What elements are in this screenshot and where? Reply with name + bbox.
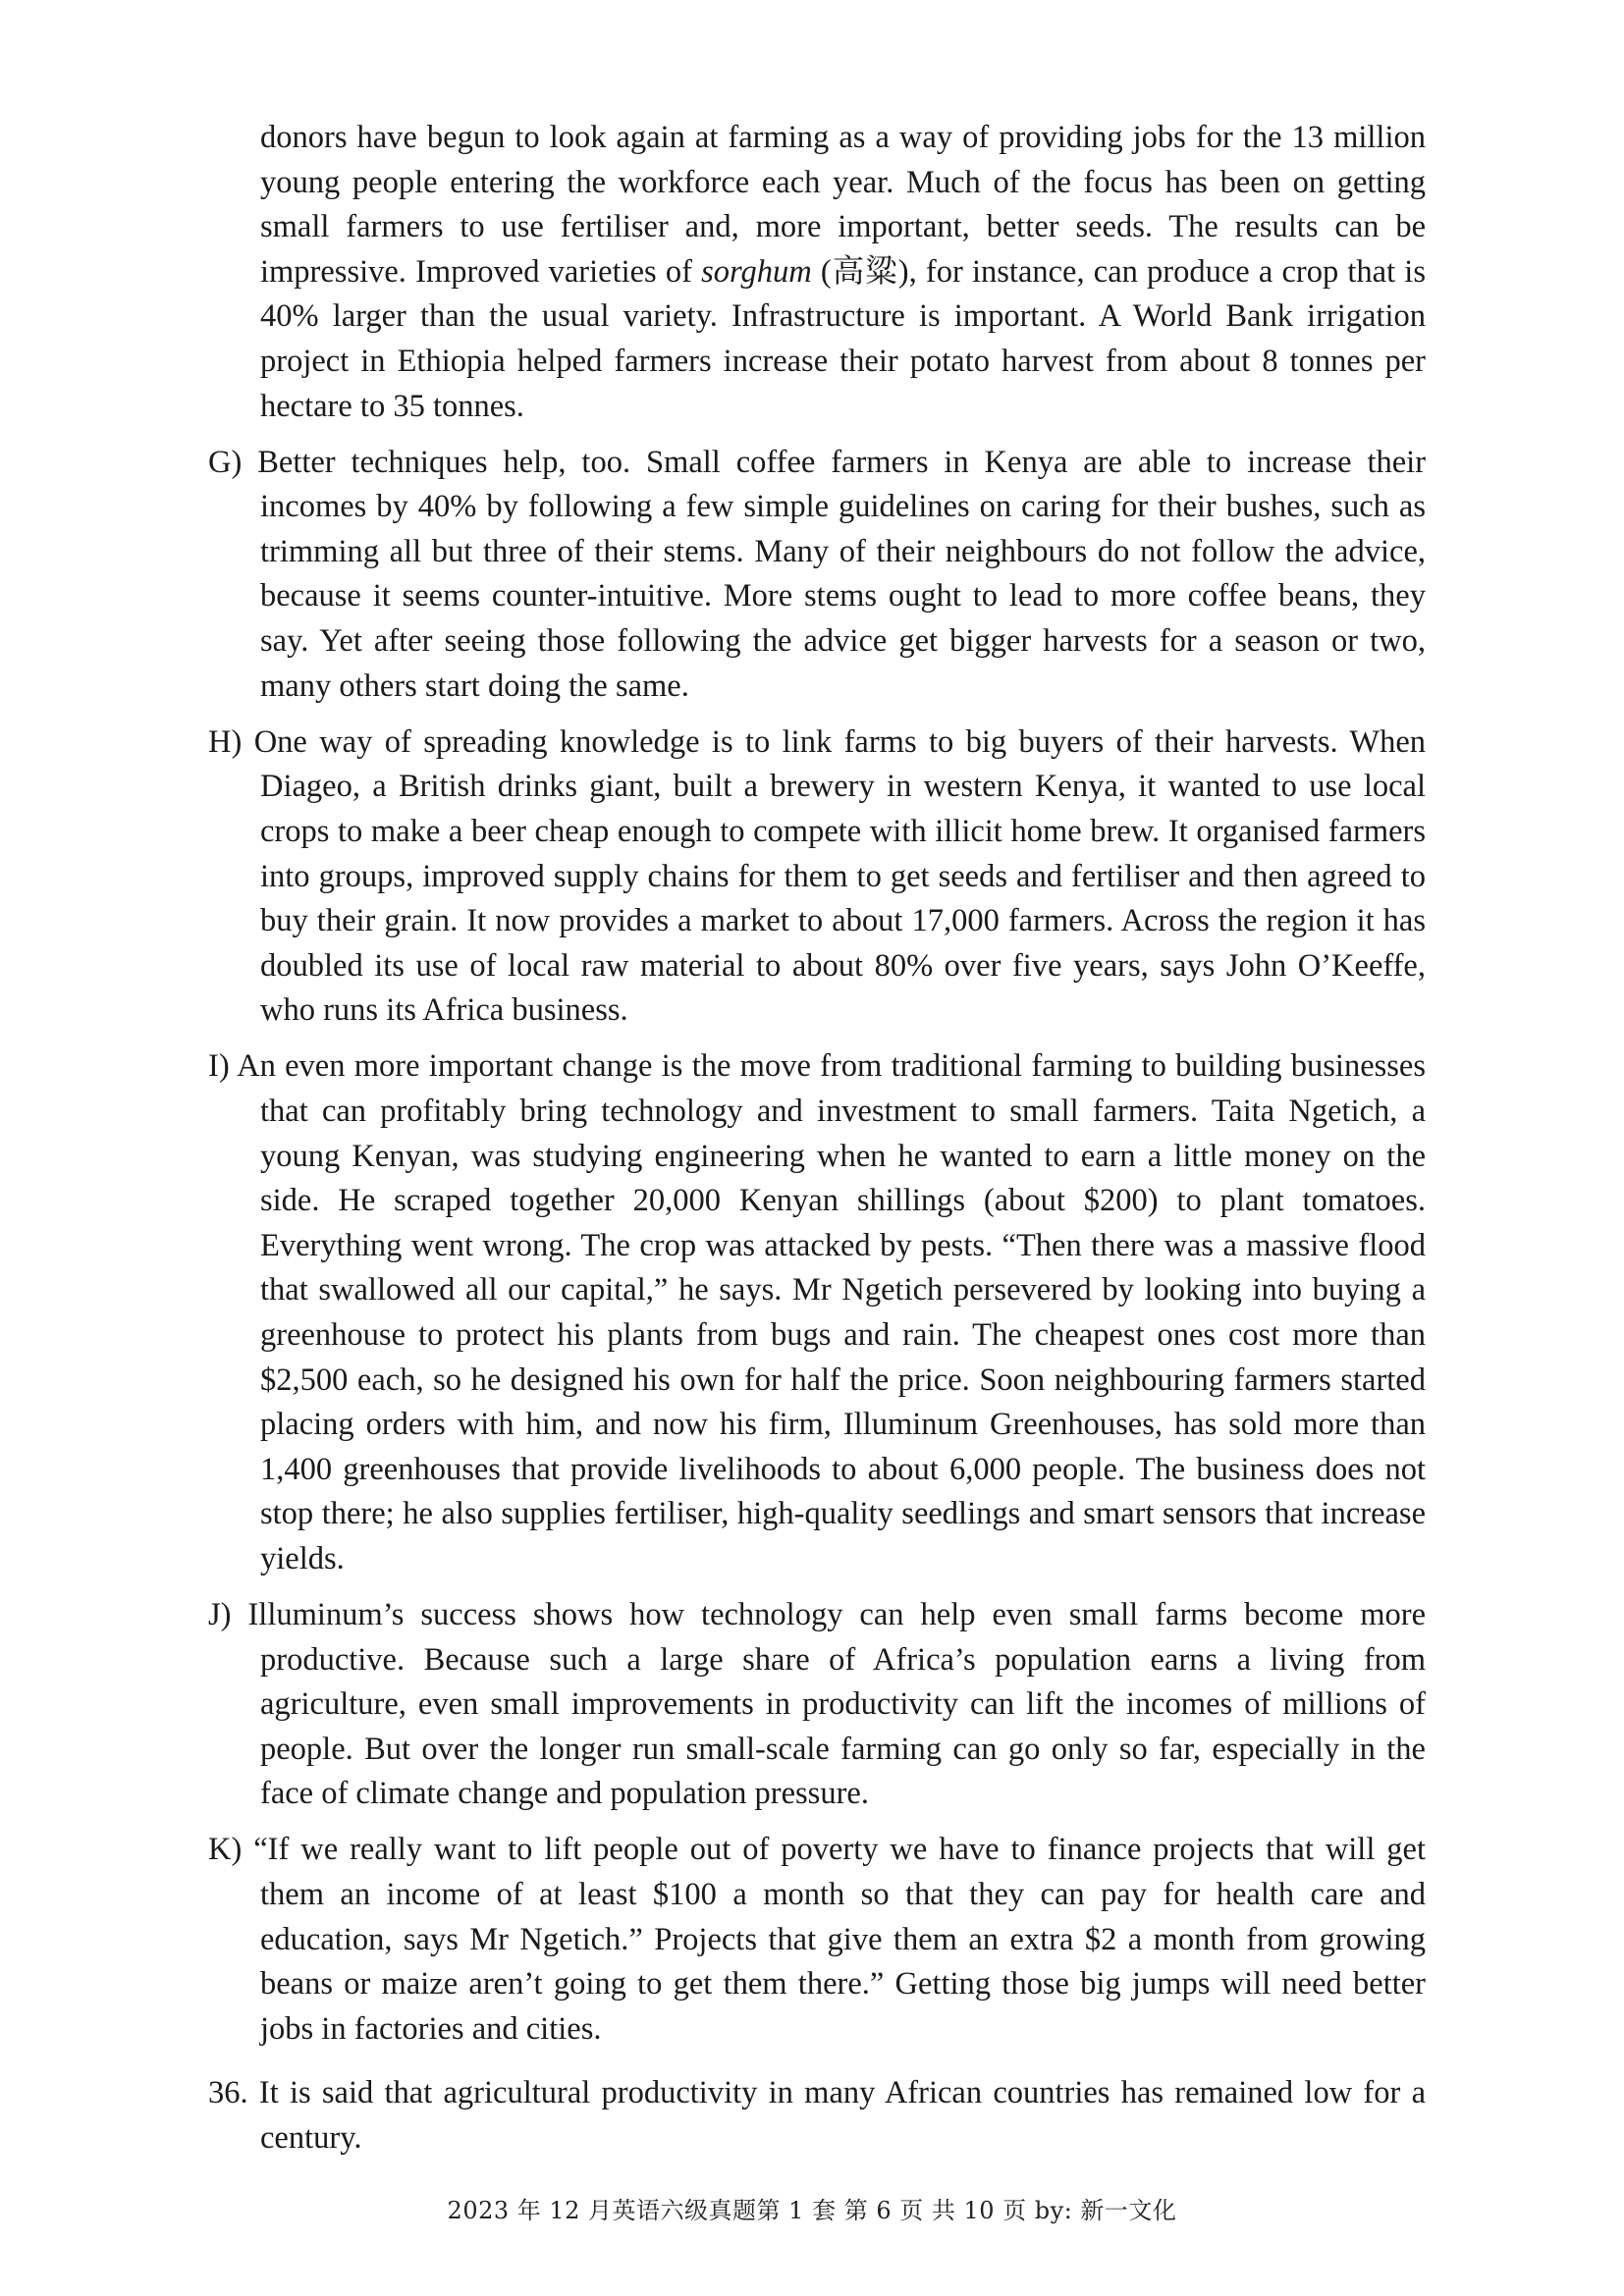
- term-gloss: (高粱): [811, 253, 909, 290]
- paragraph-label: G): [208, 444, 243, 480]
- paragraph-f-continuation: [208, 116, 1426, 429]
- paragraph-label: K): [208, 1832, 243, 1868]
- paragraph-text: Better techniques help, too. Small coffee farmers in Kenya are able to increase their incomes by 40% by following a few simple guidelines on caring for their bushes, such as trimming all but three of their stems. Many of their neighbours do not follow the advice, because it seems counter-intuitive. More stems ought to lead to more coffee beans, they say. Yet after seeing those following the advice get bigger harvests for a season or two, many others start doing the same.: [257, 444, 1427, 704]
- paragraph-k: [208, 1828, 1426, 2052]
- paragraph-text: Illuminum’s success shows how technology can help even small farms become more productive. Because such a large share of Africa’s population earns a living from agriculture, even small improvements in productivity can lift the incomes of millions of people. But over the longer run small-scale farming can go only so far, especially in the face of climate change and population pressure.: [247, 1597, 1426, 1812]
- reading-passage: [208, 116, 1426, 2162]
- question-36: [208, 2071, 1426, 2161]
- paragraph-label: J): [208, 1597, 232, 1632]
- question-text: It is said that agricultural productivity in many African countries has remained low for a century.: [258, 2075, 1426, 2157]
- paragraph-g: [208, 441, 1426, 710]
- paragraph-text: One way of spreading knowledge is to link farms to big buyers of their harvests. When Diageo, a British drinks giant, built a brewery in western Kenya, it wanted to use local crops to make a beer cheap enough to compete with illicit home brew. It organised farmers into groups, improved supply chains for them to get seeds and fertiliser and then agreed to buy their grain. It now provides a market to about 17,000 farmers. Across the region it has doubled its use of local raw material to about 80% over five years, says John O’Keeffe, who runs its Africa business.: [253, 723, 1426, 1029]
- paragraph-text: , for instance, can produce a crop that is 40% larger than the usual variety. Infrastructure is important. A World Bank irrigation project in Ethiopia helped farmers increase their potato harvest from about 8 tonnes per hectare to 35 tonnes.: [260, 253, 1426, 424]
- sorghum-term: sorghum: [701, 253, 812, 290]
- paragraph-text: “If we really want to lift people out of poverty we have to finance projects that will get them an income of at least $100 a month so that they can pay for health care and education, says Mr Ngetich.” Projects that give them an extra $2 a month from growing beans or maize aren’t going to get them there.” Getting those big jumps will need better jobs in factories and cities.: [253, 1832, 1426, 2047]
- paragraph-i: [208, 1044, 1426, 1581]
- paragraph-h: [208, 721, 1426, 1034]
- paragraph-text: donors have begun to look again at farming as a way of providing jobs for the 13 million young people entering the workforce each year. Much of the focus has been on getting small farmers to use fertiliser and, more important, better seeds. The results can be impressive. Improved varieties of: [260, 120, 1426, 290]
- question-number: 36.: [208, 2075, 248, 2111]
- paragraph-text: An even more important change is the move from traditional farming to building businesses that can profitably bring technology and investment to small farmers. Taita Ngetich, a young Kenyan, was studying engineering when he wanted to earn a little money on the side. He scraped together 20,000 Kenyan shillings (about $200) to plant tomatoes. Everything went wrong. The crop was attacked by pests. “Then there was a massive flood that swallowed all our capital,” he says. Mr Ngetich persevered by looking into buying a greenhouse to protect his plants from bugs and rain. The cheapest ones cost more than $2,500 each, so he designed his own for half the price. Soon neighbouring farmers started placing orders with him, and now his firm, Illuminum Greenhouses, has sold more than 1,400 greenhouses that provide livelihoods to about 6,000 people. The business does not stop there; he also supplies fertiliser, high-quality seedlings and smart sensors that increase yields.: [237, 1048, 1426, 1576]
- paragraph-label: H): [208, 723, 243, 760]
- paragraph-label: I): [208, 1048, 230, 1085]
- page-footer: 2023 年 12 月英语六级真题第 1 套 第 6 页 共 10 页 by: 新一文化: [447, 2197, 1177, 2224]
- paragraph-j: [208, 1593, 1426, 1817]
